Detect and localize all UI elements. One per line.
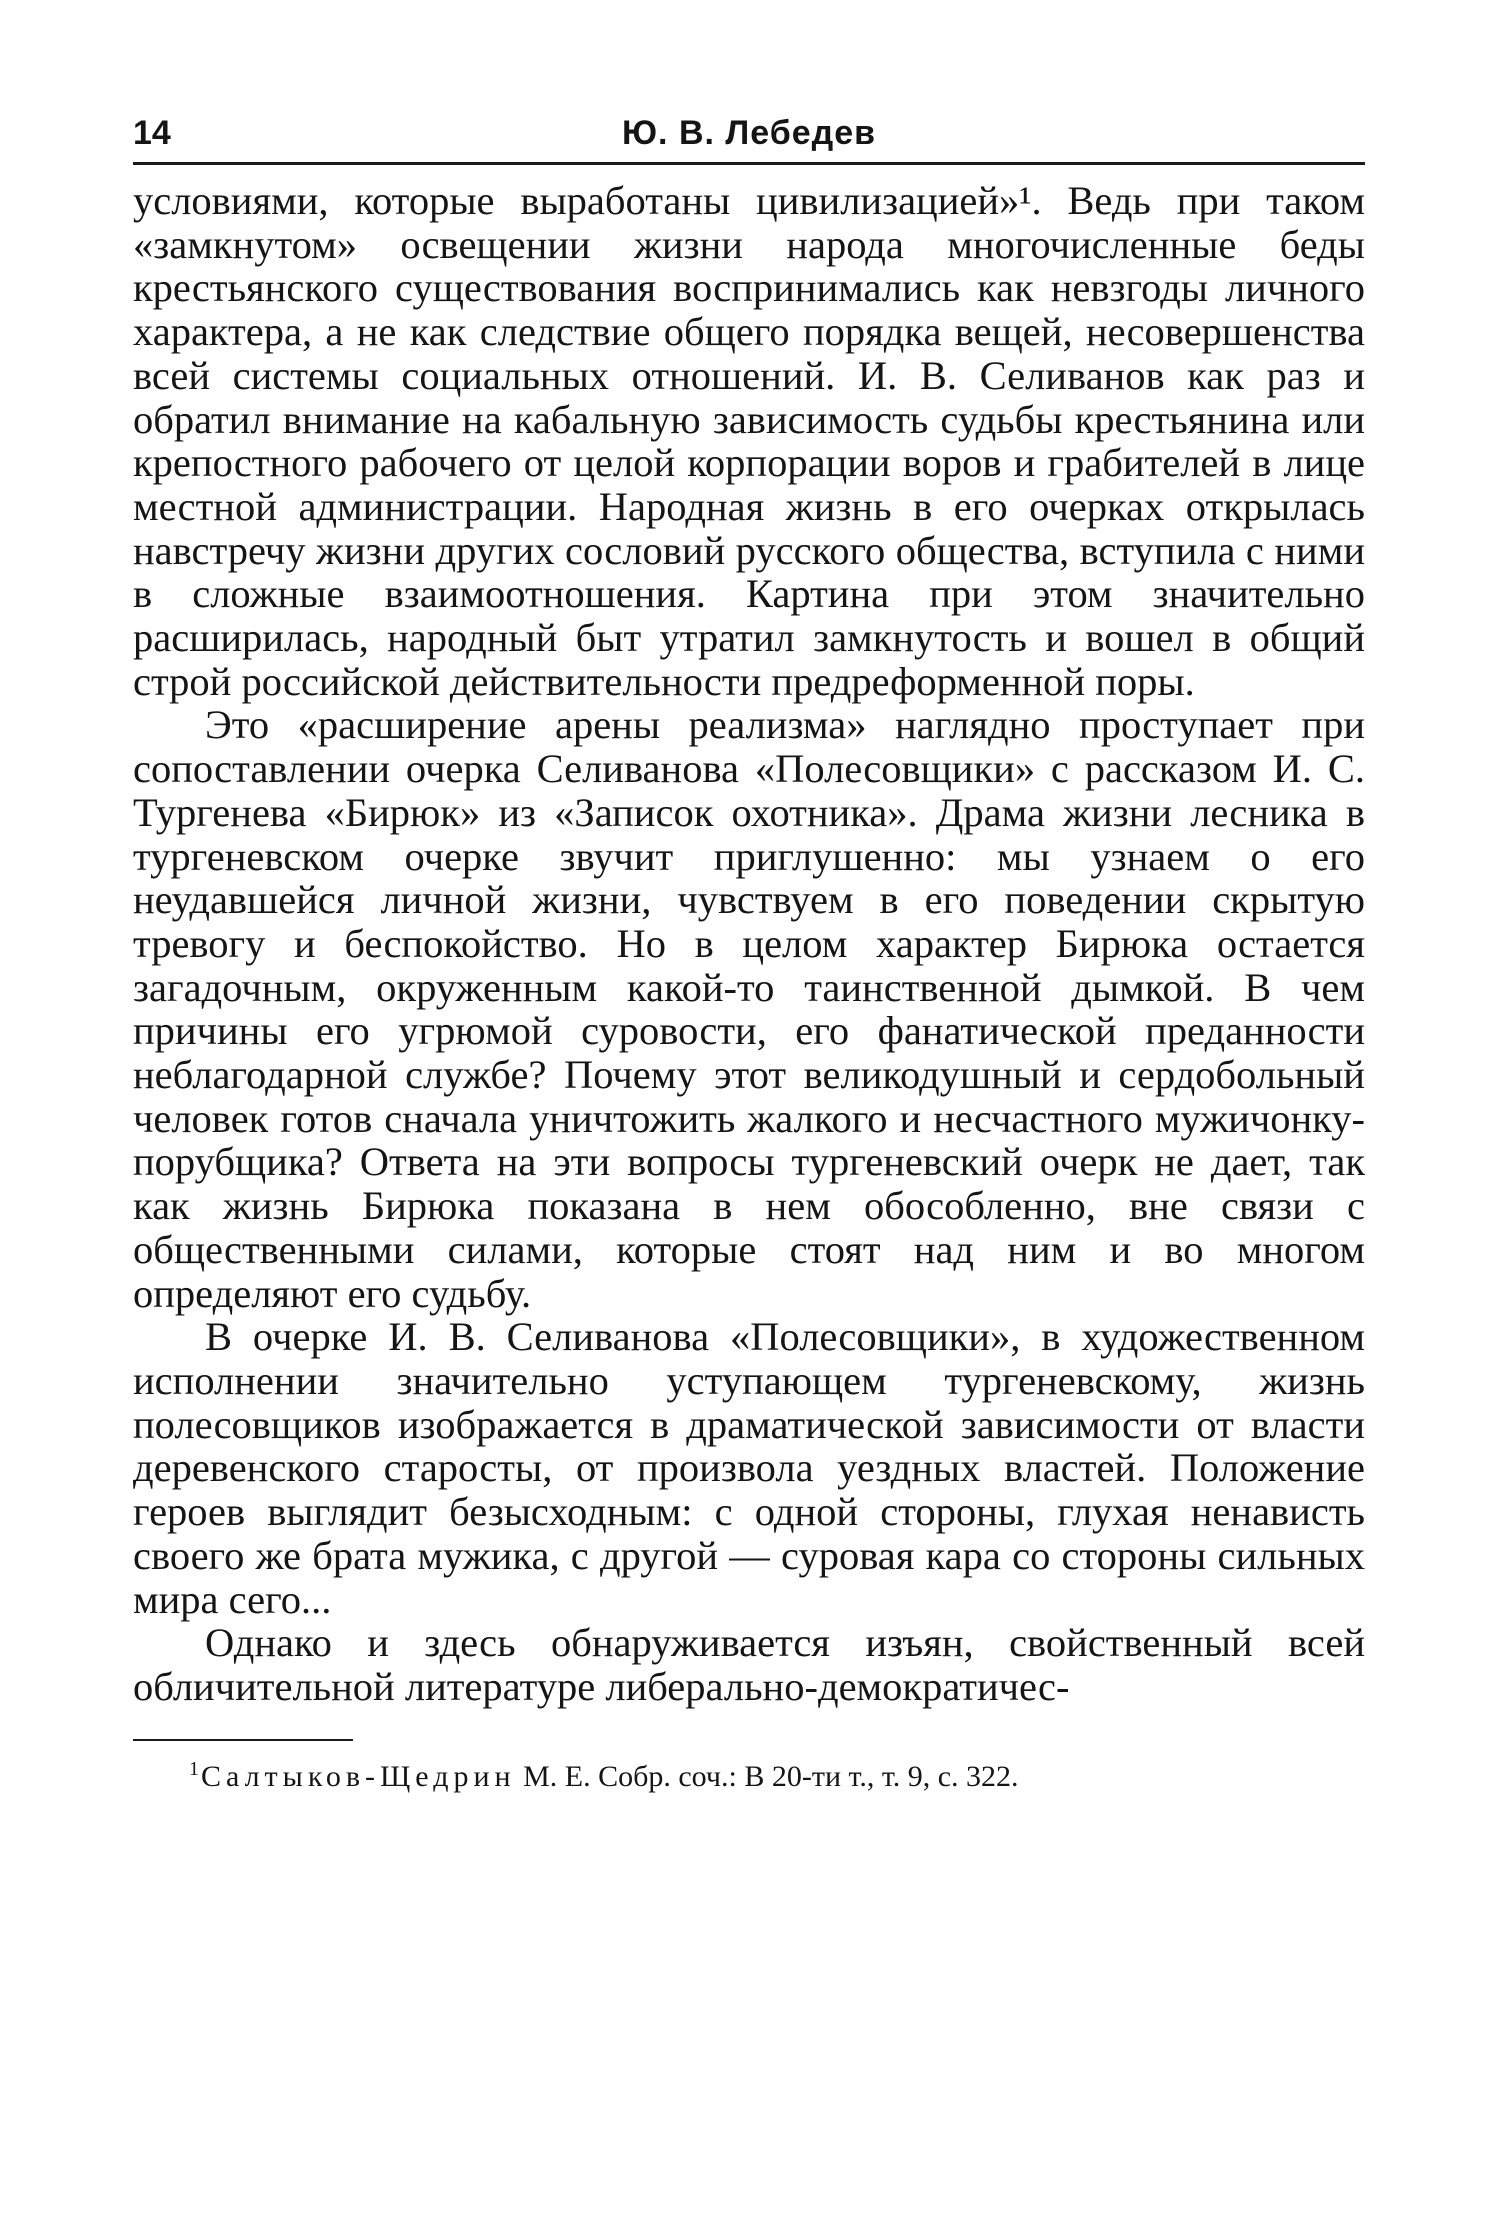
footnote-author: Салтыков-Щедрин bbox=[201, 1759, 516, 1793]
page-number: 14 bbox=[133, 114, 171, 152]
paragraph-1: условиями, которые выработаны цивилизацией»¹. Ведь при таком «замкнутом» освещении жизни народа многочисленные беды крестьянского существования воспринимались как невзгоды личного характера, а не как следствие общего порядка вещей, несовершенства всей системы социальных отношений. И. В. Селиванов как раз и обратил внимание на кабальную зависимость судьбы крестьянина или крепостного рабочего от целой корпорации воров и грабителей в лице местной администрации. Народная жизнь в его очерках открылась навстречу жизни других сословий русского общества, вступила с ними в сложные взаимоотношения. Картина при этом значительно расширилась, народный быт утратил замкнутость и вошел в общий строй российской действительности предреформенной поры. bbox=[133, 178, 1365, 704]
book-page bbox=[133, 110, 1365, 1795]
paragraph-3: В очерке И. В. Селиванова «Полесовщики», в художественном исполнении значительно уступающем тургеневскому, жизнь полесовщиков изображается в драматической зависимости от власти деревенского старосты, от произвола уездных властей. Положение героев выглядит безысходным: с одной стороны, глухая ненависть своего же брата мужика, с другой — суровая кара со стороны сильных мира сего... bbox=[133, 1314, 1365, 1622]
footnote-text: М. Е. Собр. соч.: В 20-ти т., т. 9, с. 322. bbox=[523, 1759, 1019, 1793]
footnote-mark: 1 bbox=[189, 1757, 199, 1780]
body-text bbox=[133, 179, 1365, 1709]
paragraph-2: Это «расширение арены реализма» наглядно проступает при сопоставлении очерка Селиванова «Полесовщики» с рассказом И. С. Тургенева «Бирюк» из «Записок охотника». Драма жизни лесника в тургеневском очерке звучит приглушенно: мы узнаем о его неудавшейся личной жизни, чувствуем в его поведении скрытую тревогу и беспокойство. Но в целом характер Бирюка остается загадочным, окруженным какой-то таинственной дымкой. В чем причины его угрюмой суровости, его фанатической преданности неблагодарной службе? Почему этот великодушный и сердобольный человек готов сначала уничтожить жалкого и несчастного мужичонку-порубщика? Ответа на эти вопросы тургеневский очерк не дает, так как жизнь Бирюка показана в нем обособленно, вне связи с общественными силами, которые стоят над ним и во многом определяют его судьбу. bbox=[133, 702, 1365, 1316]
page-header bbox=[133, 110, 1365, 165]
running-head: Ю. В. Лебедев bbox=[621, 114, 877, 152]
paragraph-4: Однако и здесь обнаруживается изъян, свойственный всей обличительной литературе либерально-демократичес- bbox=[133, 1620, 1365, 1709]
footnote-divider bbox=[133, 1739, 353, 1741]
footnote bbox=[133, 1759, 1365, 1795]
